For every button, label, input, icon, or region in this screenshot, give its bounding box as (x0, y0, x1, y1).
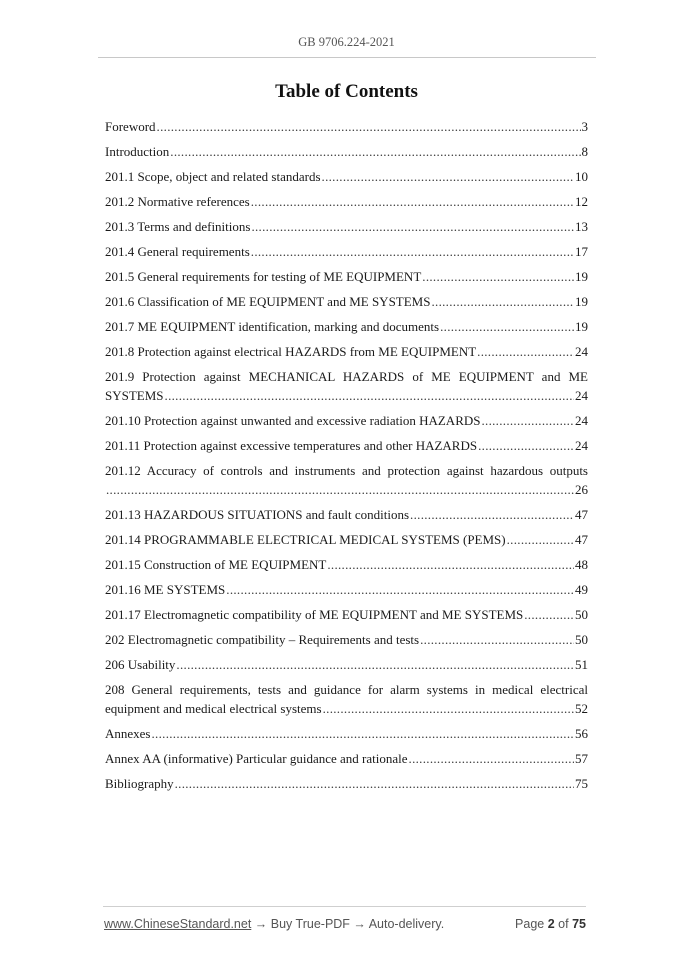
toc-entry-201-4[interactable] (105, 242, 588, 261)
dot-leader (251, 217, 574, 236)
dot-leader (420, 630, 574, 649)
toc-entry-page: 56 (575, 726, 588, 741)
toc-entry-page: 10 (575, 169, 588, 184)
dot-leader (409, 749, 574, 768)
total-pages-number: 75 (572, 917, 586, 931)
toc-entry-page: 19 (575, 319, 588, 334)
toc-entry-201-7[interactable] (105, 317, 588, 336)
toc-entry-label: 201.9 Protection against MECHANICAL HAZARDS of ME EQUIPMENT and ME (105, 369, 588, 384)
toc-entry-201-14[interactable] (105, 530, 588, 549)
toc-entry-page: 24 (575, 413, 588, 428)
toc-entry-page: 13 (575, 219, 588, 234)
dot-leader (226, 580, 574, 599)
toc-entry-label: 201.5 General requirements for testing of ME EQUIPMENT (105, 269, 422, 284)
toc-entry-label: 201.10 Protection against unwanted and excessive radiation HAZARDS (105, 413, 481, 428)
toc-entry-label: 206 Usability (105, 657, 176, 672)
footer-promo (104, 917, 444, 931)
toc-entry-page: 49 (575, 582, 588, 597)
toc-entry-label: Introduction (105, 144, 170, 159)
toc-entry-201-8[interactable] (105, 342, 588, 361)
toc-entry-label: 208 General requirements, tests and guidance for alarm systems in medical electrical (105, 682, 588, 697)
toc-entry-201-12[interactable] (105, 461, 588, 499)
toc-entry-foreword[interactable] (105, 117, 588, 136)
toc-entry-annexes[interactable] (105, 724, 588, 743)
toc-entry-label: 201.1 Scope, object and related standards (105, 169, 321, 184)
toc-entry-annex-aa[interactable] (105, 749, 588, 768)
dot-leader (431, 292, 574, 311)
toc-entry-page: 26 (575, 482, 588, 497)
dot-leader (410, 505, 574, 524)
dot-leader (478, 436, 574, 455)
toc-entry-page: 24 (575, 438, 588, 453)
toc-entry-label: Bibliography (105, 776, 174, 791)
dot-leader (440, 317, 574, 336)
toc-entry-page: 51 (575, 657, 588, 672)
page-footer (104, 917, 586, 931)
toc-entry-page: 47 (575, 532, 588, 547)
toc-entry-label-line1 (105, 680, 588, 699)
toc-entry-201-3[interactable] (105, 217, 588, 236)
toc-entry-label: 201.17 Electromagnetic compatibility of ME EQUIPMENT and ME SYSTEMS (105, 607, 524, 622)
dot-leader (152, 724, 575, 743)
dot-leader (251, 192, 574, 211)
dot-leader (322, 167, 574, 186)
toc-title: Table of Contents (275, 81, 418, 102)
toc-entry-bibliography[interactable] (105, 774, 588, 793)
toc-entry-201-10[interactable] (105, 411, 588, 430)
toc-entry-201-2[interactable] (105, 192, 588, 211)
toc-entry-label: Annexes (105, 726, 151, 741)
toc-entry-label: 201.13 HAZARDOUS SITUATIONS and fault conditions (105, 507, 410, 522)
toc-entry-label: 201.15 Construction of ME EQUIPMENT (105, 557, 327, 572)
toc-entry-label: 202 Electromagnetic compatibility – Requirements and tests (105, 632, 420, 647)
page-indicator (515, 917, 586, 931)
toc-entry-page: 50 (575, 607, 588, 622)
dot-leader (165, 386, 574, 405)
toc-entry-label-line2: equipment and medical electrical systems (105, 701, 322, 716)
toc-entry-label: 201.6 Classification of ME EQUIPMENT and ME SYSTEMS (105, 294, 431, 309)
toc-entry-page: 50 (575, 632, 588, 647)
toc-entry-label: 201.16 ME SYSTEMS (105, 582, 226, 597)
toc-entry-label-line1 (105, 367, 588, 386)
toc-entry-label-line1 (105, 461, 588, 480)
dot-leader (170, 142, 580, 161)
dot-leader (106, 480, 574, 499)
header-divider (98, 57, 596, 58)
toc-entry-label: Annex AA (informative) Particular guidance and rationale (105, 751, 408, 766)
dot-leader (157, 117, 581, 136)
toc-entry-label-line2: SYSTEMS (105, 388, 164, 403)
toc-entry-page: 75 (575, 776, 588, 791)
website-link[interactable]: www.ChineseStandard.net (104, 917, 252, 931)
table-of-contents (105, 117, 588, 799)
toc-entry-page: 52 (575, 701, 588, 716)
toc-entry-label: 201.12 Accuracy of controls and instruments and protection against hazardous outputs (105, 463, 588, 478)
toc-entry-201-6[interactable] (105, 292, 588, 311)
dot-leader (524, 605, 574, 624)
dot-leader (477, 342, 574, 361)
toc-entry-page: 24 (575, 388, 588, 403)
toc-entry-page: 19 (575, 294, 588, 309)
toc-entry-page: 12 (575, 194, 588, 209)
of-label: of (558, 917, 569, 931)
toc-entry-label: 201.11 Protection against excessive temperatures and other HAZARDS (105, 438, 478, 453)
running-header: GB 9706.224-2021 (298, 35, 395, 49)
toc-entry-page: 3 (581, 119, 588, 134)
dot-leader (507, 530, 574, 549)
toc-entry-label: 201.8 Protection against electrical HAZARDS from ME EQUIPMENT (105, 344, 477, 359)
toc-entry-201-9[interactable] (105, 367, 588, 405)
toc-entry-page: 17 (575, 244, 588, 259)
toc-entry-208[interactable] (105, 680, 588, 718)
toc-entry-201-11[interactable] (105, 436, 588, 455)
toc-entry-introduction[interactable] (105, 142, 588, 161)
dot-leader (327, 555, 574, 574)
toc-entry-202[interactable] (105, 630, 588, 649)
toc-entry-label: 201.2 Normative references (105, 194, 250, 209)
dot-leader (422, 267, 574, 286)
toc-entry-201-17[interactable] (105, 605, 588, 624)
toc-entry-page: 8 (581, 144, 588, 159)
dot-leader (175, 774, 574, 793)
dot-leader (251, 242, 574, 261)
toc-entry-label: 201.14 PROGRAMMABLE ELECTRICAL MEDICAL SYSTEMS (PEMS) (105, 532, 506, 547)
toc-entry-page: 19 (575, 269, 588, 284)
toc-entry-page: 57 (575, 751, 588, 766)
toc-entry-label: 201.4 General requirements (105, 244, 250, 259)
toc-entry-201-15[interactable] (105, 555, 588, 574)
toc-entry-201-1[interactable] (105, 167, 588, 186)
footer-divider (103, 906, 586, 907)
toc-entry-206[interactable] (105, 655, 588, 674)
toc-entry-201-13[interactable] (105, 505, 588, 524)
dot-leader (176, 655, 574, 674)
toc-entry-page: 24 (575, 344, 588, 359)
toc-entry-page: 47 (575, 507, 588, 522)
toc-entry-label: 201.7 ME EQUIPMENT identification, marking and documents (105, 319, 440, 334)
page-label: Page (515, 917, 545, 931)
footer-promo-text: → Buy True-PDF → Auto-delivery. (251, 917, 445, 931)
toc-entry-label: 201.3 Terms and definitions (105, 219, 251, 234)
toc-entry-label: Foreword (105, 119, 156, 134)
current-page-number: 2 (547, 917, 555, 931)
toc-entry-201-5[interactable] (105, 267, 588, 286)
dot-leader (481, 411, 574, 430)
toc-entry-page: 48 (575, 557, 588, 572)
dot-leader (323, 699, 574, 718)
toc-entry-201-16[interactable] (105, 580, 588, 599)
